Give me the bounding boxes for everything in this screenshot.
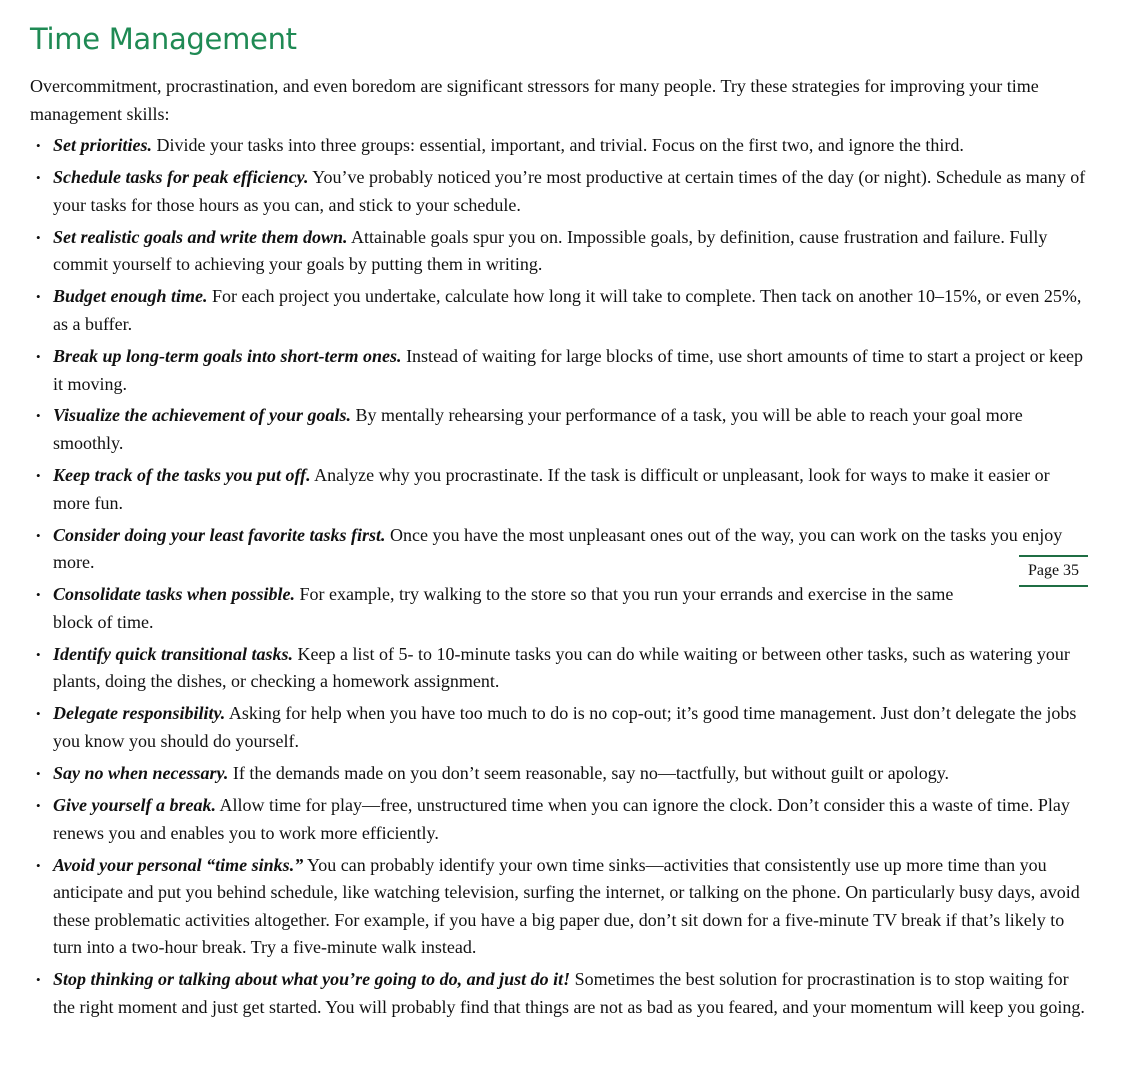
- tip-text: Instead of waiting for large blocks of time, use short amounts of time to start a project or keep it moving.: [53, 345, 1084, 394]
- bullet-icon: •: [36, 170, 41, 186]
- bullet-icon: •: [36, 706, 41, 722]
- page-number-marker: Page 35: [1019, 555, 1088, 587]
- list-item: [30, 164, 1090, 219]
- bullet-icon: •: [36, 468, 41, 484]
- list-item: [30, 700, 1090, 755]
- tip-text: If the demands made on you don’t seem reasonable, say no—tactfully, but without guilt or apology.: [228, 762, 950, 783]
- tip-text: For example, try walking to the store so that you run your errands and exercise in the same block of time.: [53, 584, 954, 632]
- list-item: [30, 641, 1090, 696]
- list-item: [30, 581, 1090, 636]
- tip-lead: Consider doing your least favorite tasks first.: [53, 524, 386, 545]
- bullet-icon: •: [36, 972, 41, 988]
- list-item: [30, 792, 1090, 847]
- tip-text: Divide your tasks into three groups: essential, important, and trivial. Focus on the first two, and ignore the third.: [152, 135, 964, 156]
- tip-text: Keep a list of 5- to 10-minute tasks you can do while waiting or between other tasks, such as watering your plants, doing the dishes, or checking a homework assignment.: [53, 643, 1070, 692]
- bullet-icon: •: [36, 229, 41, 245]
- list-item: [30, 343, 1090, 398]
- tip-lead: Keep track of the tasks you put off.: [53, 465, 311, 486]
- tip-text: Asking for help when you have too much to do is no cop-out; it’s good time management. Just don’t delegate the jobs you know you should do yourself.: [53, 703, 1077, 751]
- tip-lead: Schedule tasks for peak efficiency.: [53, 167, 309, 188]
- list-item: [30, 966, 1090, 1021]
- bullet-icon: •: [36, 527, 41, 543]
- list-item: [30, 852, 1090, 962]
- tip-lead: Identify quick transitional tasks.: [53, 643, 294, 664]
- list-item: [30, 224, 1090, 279]
- tip-text: You can probably identify your own time sinks—activities that consistently use up more time than you anticipate and put you behind schedule, like watching television, surfing the internet, or talking on the phone. On particularly busy days, avoid these problematic activities altogether. For example, if you have a big paper due, don’t sit down for a five-minute TV break if that’s likely to turn into a two-hour break. Try a five-minute walk instead.: [53, 854, 1080, 958]
- tip-lead: Break up long-term goals into short-term ones.: [53, 345, 402, 366]
- bullet-icon: •: [36, 797, 41, 813]
- bullet-icon: •: [36, 408, 41, 424]
- document-page: [30, 16, 1090, 1026]
- tip-lead: Visualize the achievement of your goals.: [53, 405, 352, 426]
- bullet-icon: •: [36, 646, 41, 662]
- tip-text: Analyze why you procrastinate. If the task is difficult or unpleasant, look for ways to make it easier or more fun.: [53, 465, 1050, 513]
- tip-lead: Set realistic goals and write them down.: [53, 226, 348, 247]
- tip-lead: Delegate responsibility.: [53, 703, 226, 724]
- page-title: Time Management: [30, 22, 297, 56]
- tips-list: [30, 132, 1090, 1021]
- bullet-icon: •: [36, 138, 41, 154]
- tip-lead: Say no when necessary.: [53, 762, 229, 783]
- bullet-icon: •: [36, 587, 41, 603]
- bullet-icon: •: [36, 348, 41, 364]
- bullet-icon: •: [36, 289, 41, 305]
- list-item: [30, 462, 1090, 517]
- bullet-icon: •: [36, 765, 41, 781]
- tip-lead: Budget enough time.: [53, 286, 208, 307]
- tip-text: For each project you undertake, calculate how long it will take to complete. Then tack on another 10–15%, or even 25%, as a buffer.: [53, 286, 1082, 334]
- tip-text: Once you have the most unpleasant ones out of the way, you can work on the tasks you enjoy more.: [53, 524, 1063, 573]
- tip-lead: Give yourself a break.: [53, 794, 216, 815]
- bullet-icon: •: [36, 857, 41, 873]
- list-item: [30, 283, 1090, 338]
- tip-lead: Consolidate tasks when possible.: [53, 584, 296, 605]
- list-item: [30, 402, 1090, 457]
- tip-text: Allow time for play—free, unstructured time when you can ignore the clock. Don’t consider this a waste of time. Play renews you and enables you to work more efficiently.: [53, 794, 1070, 843]
- list-item: [30, 132, 1090, 160]
- tip-text: You’ve probably noticed you’re most productive at certain times of the day (or night). Schedule as many of your tasks for those hours as you can, and stick to your schedule.: [53, 167, 1086, 215]
- tip-text: Attainable goals spur you on. Impossible goals, by definition, cause frustration and failure. Fully commit yourself to achieving your goals by putting them in writing.: [53, 226, 1048, 275]
- tip-lead: Stop thinking or talking about what you’re going to do, and just do it!: [53, 969, 571, 990]
- tip-text: Sometimes the best solution for procrastination is to stop waiting for the right moment and just get started. You will probably find that things are not as bad as you feared, and your momentum will keep you going.: [53, 969, 1085, 1017]
- list-item: [30, 760, 1090, 788]
- tip-text: By mentally rehearsing your performance of a task, you will be able to reach your goal more smoothly.: [53, 405, 1023, 454]
- list-item: [30, 522, 1090, 577]
- intro-paragraph: Overcommitment, procrastination, and even boredom are significant stressors for many people. Try these strategies for improving your time management skills:: [30, 76, 1039, 124]
- tip-lead: Avoid your personal “time sinks.”: [53, 854, 304, 875]
- tip-lead: Set priorities.: [53, 135, 153, 156]
